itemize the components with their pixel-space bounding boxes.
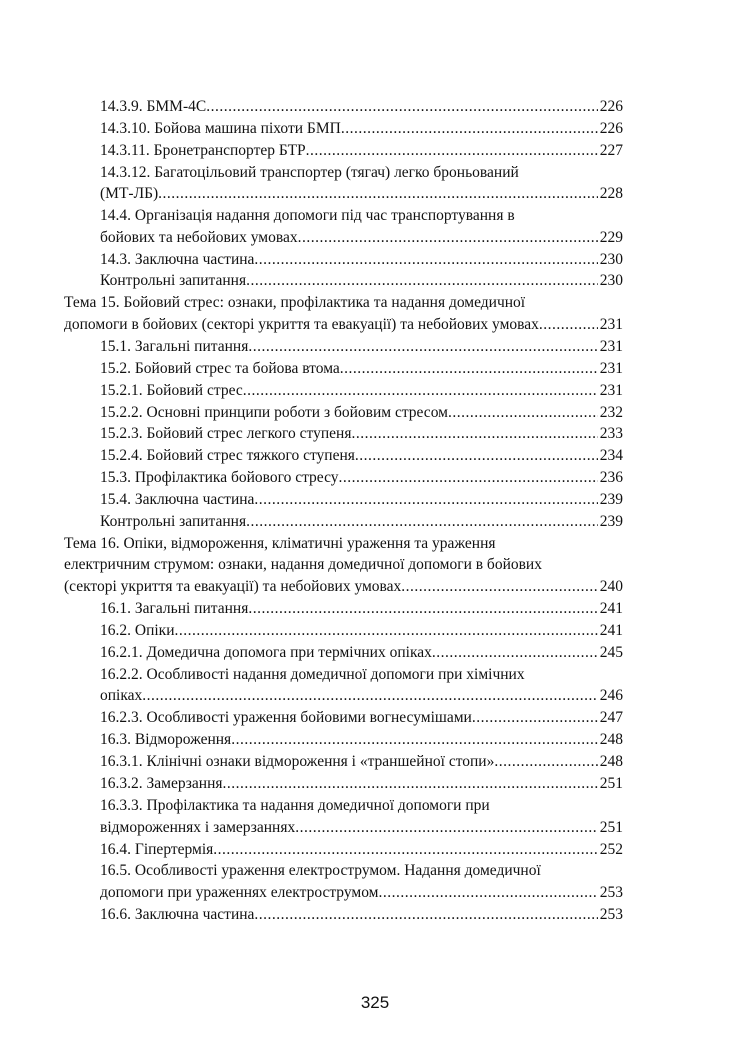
- dot-leader: [298, 228, 598, 248]
- toc-entry: [100, 752, 623, 772]
- toc-entry-title: 16.6. Заключна частина: [100, 906, 255, 923]
- toc-entry-page: 234: [599, 447, 623, 464]
- toc-entry-page: 252: [599, 841, 623, 858]
- toc-entry-page: 231: [599, 316, 623, 333]
- toc-entry-page: 240: [599, 578, 623, 595]
- dot-leader: [341, 119, 598, 139]
- dot-leader: [175, 621, 598, 641]
- toc-entry-page: 226: [599, 98, 623, 115]
- dot-leader: [339, 468, 598, 488]
- dot-leader: [158, 184, 598, 204]
- dot-leader: [142, 686, 597, 706]
- toc-entry: [100, 686, 623, 706]
- dot-leader: [539, 315, 598, 335]
- toc-entry: [100, 381, 623, 401]
- toc-entry: [100, 840, 623, 860]
- dot-leader: [401, 577, 597, 597]
- toc-entry-title: допомоги при ураженнях електрострумом: [100, 884, 379, 901]
- toc-entry: [100, 512, 623, 532]
- toc-entry-title: 16.2.3. Особливості ураження бойовими вогнесумішами: [100, 709, 472, 726]
- toc-entry: [100, 490, 623, 510]
- toc-entry-title: 16.2.2. Особливості надання домедичної допомоги при хімічних: [100, 666, 525, 683]
- toc-entry: [100, 883, 623, 903]
- toc-entry: [100, 250, 623, 270]
- toc-entry-title: 14.3.11. Бронетранспортер БТР: [100, 142, 306, 159]
- toc-entry-title: 14.3.9. БММ-4С: [100, 98, 207, 115]
- toc-entry: [100, 665, 623, 685]
- toc-entry: [100, 818, 623, 838]
- toc-entry-page: 247: [599, 709, 623, 726]
- toc-entry-page: 239: [599, 491, 623, 508]
- toc-entry-page: 233: [599, 425, 623, 442]
- toc-entry-page: 229: [599, 229, 623, 246]
- toc-entry-page: 246: [599, 687, 623, 704]
- toc-entry-title: 15.2.1. Бойовий стрес: [100, 382, 243, 399]
- toc-entry-title: 16.2.1. Домедична допомога при термічних опіках: [100, 644, 432, 661]
- toc-entry-page: 227: [599, 142, 623, 159]
- toc-entry: [100, 359, 623, 379]
- toc-entry-title: (МТ-ЛБ): [100, 185, 159, 202]
- toc-entry-title: Тема 15. Бойовий стрес: ознаки, профілактика та надання домедичної: [64, 294, 526, 311]
- toc-entry-title: Контрольні запитання: [100, 513, 247, 530]
- toc-entry-page: 226: [599, 120, 623, 137]
- dot-leader: [340, 359, 598, 379]
- toc-entry: [100, 621, 623, 641]
- toc-entry-title: 14.3.12. Багатоцільовий транспортер (тягач) легко броньований: [100, 164, 519, 181]
- toc-entry-title: бойових та небойових умовах: [100, 229, 298, 246]
- dot-leader: [246, 271, 598, 291]
- toc-entry-title: 14.3. Заключна частина: [100, 251, 255, 268]
- toc-entry-title: Контрольні запитання: [100, 272, 247, 289]
- toc-entry-title: допомоги в бойових (секторі укриття та евакуації) та небойових умовах: [64, 316, 539, 333]
- dot-leader: [243, 381, 598, 401]
- toc-entry: [100, 228, 623, 248]
- toc-entry-page: 241: [599, 622, 623, 639]
- toc-entry-title: відмороженнях і замерзаннях: [100, 819, 296, 836]
- toc-entry-page: 231: [599, 360, 623, 377]
- toc-entry: [100, 119, 623, 139]
- dot-leader: [432, 643, 598, 663]
- toc-entry-title: Тема 16. Опіки, відмороження, кліматичні ураження та ураження: [64, 535, 496, 552]
- toc-entry: [64, 555, 623, 575]
- dot-leader: [494, 752, 597, 772]
- toc-entry-title: 16.3.1. Клінічні ознаки відмороження і «траншейної стопи»: [100, 753, 495, 770]
- toc-entry-title: 15.2.3. Бойовий стрес легкого ступеня: [100, 425, 352, 442]
- toc-entry-page: 239: [599, 513, 623, 530]
- dot-leader: [254, 490, 597, 510]
- toc-entry-page: 253: [599, 906, 623, 923]
- toc-entry: [100, 424, 623, 444]
- toc-entry-title: 14.3.10. Бойова машина піхоти БМП: [100, 120, 341, 137]
- toc-entry: [64, 534, 623, 554]
- toc-entry: [100, 184, 623, 204]
- toc-entry-page: 241: [599, 600, 623, 617]
- toc-entry-page: 230: [599, 251, 623, 268]
- toc-entry: [100, 468, 623, 488]
- toc-entry-title: 14.4. Організація надання допомоги під час транспортування в: [100, 207, 515, 224]
- toc-entry-title: 16.3.2. Замерзання: [100, 775, 223, 792]
- toc-entry-title: 16.3.3. Профілактика та надання домедичної допомоги при: [100, 797, 490, 814]
- toc-entry: [100, 271, 623, 291]
- toc-entry: [100, 337, 623, 357]
- dot-leader: [231, 730, 598, 750]
- dot-leader: [248, 599, 597, 619]
- toc-entry-page: 248: [599, 731, 623, 748]
- toc-entry-title: 15.2.2. Основні принципи роботи з бойовим стресом: [100, 404, 448, 421]
- toc-entry-page: 251: [599, 819, 623, 836]
- toc-entry-title: 16.1. Загальні питання: [100, 600, 249, 617]
- toc-entry-page: 230: [599, 272, 623, 289]
- toc-entry: [100, 403, 623, 423]
- toc-entry-title: 16.4. Гіпертермія: [100, 841, 214, 858]
- toc-entry-title: електричним струмом: ознаки, надання домедичної допомоги в бойових: [64, 556, 542, 573]
- toc-entry-title: 15.4. Заключна частина: [100, 491, 255, 508]
- toc-entry-title: 15.2.4. Бойовий стрес тяжкого ступеня: [100, 447, 355, 464]
- dot-leader: [378, 883, 597, 903]
- dot-leader: [254, 905, 597, 925]
- dot-leader: [248, 337, 597, 357]
- dot-leader: [355, 446, 598, 466]
- toc-entry-page: 231: [599, 382, 623, 399]
- toc-entry: [100, 141, 623, 161]
- dot-leader: [295, 818, 598, 838]
- toc-entry-title: 15.1. Загальні питання: [100, 338, 249, 355]
- dot-leader: [448, 403, 598, 423]
- toc-entry: [100, 708, 623, 728]
- toc-entry: [100, 599, 623, 619]
- toc-entry: [100, 163, 623, 183]
- toc-entry-page: 232: [599, 404, 623, 421]
- dot-leader: [223, 774, 598, 794]
- toc-entry-page: 251: [599, 775, 623, 792]
- toc-entry-title: опіках: [100, 687, 143, 704]
- toc-entry: [100, 730, 623, 750]
- toc-entry-page: 248: [599, 753, 623, 770]
- toc-entry: [64, 293, 623, 313]
- dot-leader: [472, 708, 598, 728]
- page-number: 325: [360, 993, 390, 1012]
- toc-entry: [100, 446, 623, 466]
- toc-entry: [64, 315, 623, 335]
- toc-entry: [100, 774, 623, 794]
- toc-entry-page: 253: [599, 884, 623, 901]
- dot-leader: [306, 141, 598, 161]
- dot-leader: [206, 97, 598, 117]
- toc-entry: [100, 206, 623, 226]
- toc-entry: [100, 643, 623, 663]
- toc-entry: [100, 861, 623, 881]
- dot-leader: [246, 512, 598, 532]
- toc-entry-page: 228: [599, 185, 623, 202]
- toc-entry: [100, 796, 623, 816]
- toc-entry-title: 16.5. Особливості ураження електрострумом. Надання домедичної: [100, 862, 541, 879]
- toc-entry-title: (секторі укриття та евакуації) та небойових умовах: [64, 578, 402, 595]
- toc-entry-page: 236: [599, 469, 623, 486]
- dot-leader: [351, 424, 597, 444]
- toc-entry-page: 231: [599, 338, 623, 355]
- toc-entry-title: 16.2. Опіки: [100, 622, 175, 639]
- toc-entry-title: 16.3. Відмороження: [100, 731, 232, 748]
- toc-entry: [100, 97, 623, 117]
- toc-entry-title: 15.2. Бойовий стрес та бойова втома: [100, 360, 340, 377]
- toc-entry: [64, 577, 623, 597]
- toc-entry-page: 245: [599, 644, 623, 661]
- dot-leader: [254, 250, 597, 270]
- toc-entry-title: 15.3. Профілактика бойового стресу: [100, 469, 339, 486]
- toc-entry: [100, 905, 623, 925]
- dot-leader: [213, 840, 597, 860]
